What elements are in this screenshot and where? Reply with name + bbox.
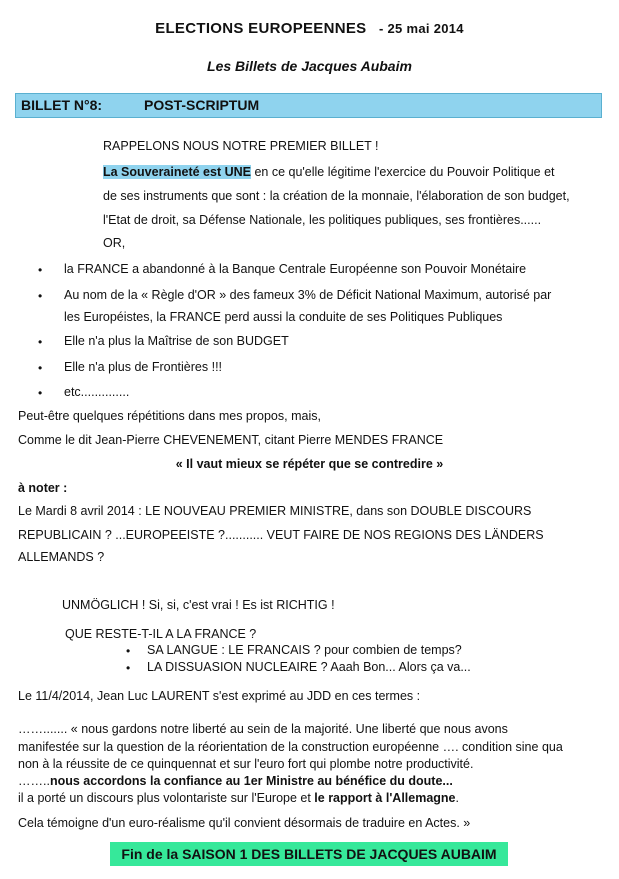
recall-line: RAPPELONS NOUS NOTRE PREMIER BILLET !: [103, 139, 379, 153]
intro-line-2: de ses instruments que sont : la création de la monnaie, l'élaboration de son budget,: [103, 189, 570, 203]
note-line-1: Le Mardi 8 avril 2014 : LE NOUVEAU PREMIER MINISTRE, dans son DOUBLE DISCOURS: [18, 504, 532, 518]
souverainete-paragraph: [103, 165, 555, 179]
laurent-intro: Le 11/4/2014, Jean Luc LAURENT s'est exprimé au JDD en ces termes :: [18, 689, 421, 703]
billet-name: POST-SCRIPTUM: [144, 97, 260, 113]
bullet-symbol: •: [126, 644, 131, 658]
election-title: ELECTIONS EUROPEENNES: [155, 20, 367, 37]
sub-item-langue: SA LANGUE : LE FRANCAIS ? pour combien de temps?: [147, 643, 462, 657]
document-subtitle: Les Billets de Jacques Aubaim: [207, 58, 412, 74]
bullet-item-5: etc..............: [64, 385, 130, 399]
unmoglich-line: UNMÖGLICH ! Si, si, c'est vrai ! Es ist RICHTIG !: [62, 598, 335, 612]
souverainete-highlight: La Souveraineté est UNE: [103, 165, 251, 179]
bullet-symbol: •: [38, 361, 43, 375]
laurent-quote-line-6: Cela témoigne d'un euro-réalisme qu'il convient désormais de traduire en Actes. »: [18, 816, 471, 830]
laurent-period: .: [455, 791, 459, 805]
question-line: QUE RESTE-T-IL A LA FRANCE ?: [65, 627, 257, 641]
bullet-item-2-line-1: Au nom de la « Règle d'OR » des fameux 3% de Déficit National Maximum, autorisé par: [64, 288, 552, 302]
repetition-line-1: Peut-être quelques répétitions dans mes propos, mais,: [18, 409, 321, 423]
laurent-quote-prefix: ……..: [18, 774, 50, 788]
bullet-symbol: •: [38, 289, 43, 303]
bullet-symbol: •: [38, 386, 43, 400]
laurent-discours-text: il a porté un discours plus volontariste sur l'Europe et: [18, 791, 315, 805]
election-date: - 25 mai 2014: [378, 21, 464, 36]
intro-line-3: l'Etat de droit, sa Défense Nationale, les politiques publiques, ses frontières......: [103, 213, 542, 227]
billet-heading-bar: [15, 93, 602, 118]
laurent-quote-line-5: [18, 791, 459, 805]
laurent-quote-line-3: non à la réussite de ce quinquennat et sur l'euro fort qui plombe notre productivité.: [18, 757, 474, 771]
note-heading: à noter :: [18, 481, 68, 495]
bullet-item-4: Elle n'a plus de Frontières !!!: [64, 360, 223, 374]
bullet-symbol: •: [126, 661, 131, 675]
note-line-2: REPUBLICAIN ? ...EUROPEEISTE ?........... VEUT FAIRE DE NOS REGIONS DES LÄNDERS: [18, 528, 544, 542]
laurent-quote-line-4: [18, 774, 453, 788]
bullet-item-2-line-2: les Européistes, la FRANCE perd aussi la conduite de ses Politiques Publiques: [64, 310, 503, 324]
souverainete-rest: en ce qu'elle légitime l'exercice du Pouvoir Politique et: [250, 165, 555, 179]
bullet-item-1: la FRANCE a abandonné à la Banque Centrale Européenne son Pouvoir Monétaire: [64, 262, 527, 276]
laurent-confiance-bold: nous accordons la confiance au 1er Ministre au bénéfice du doute...: [49, 774, 453, 788]
bullet-symbol: •: [38, 335, 43, 349]
laurent-quote-line-1: ……....... « nous gardons notre liberté au sein de la majorité. Une liberté que nous avons: [18, 722, 508, 736]
repetition-line-2: Comme le dit Jean-Pierre CHEVENEMENT, citant Pierre MENDES FRANCE: [18, 433, 444, 447]
laurent-quote-line-2: manifestée sur la question de la réorientation de la construction européenne …. condition sine qua: [18, 740, 563, 754]
season-end-banner: Fin de la SAISON 1 DES BILLETS DE JACQUES AUBAIM: [110, 842, 508, 866]
bullet-item-3: Elle n'a plus la Maîtrise de son BUDGET: [64, 334, 289, 348]
note-line-3: ALLEMANDS ?: [18, 550, 105, 564]
sub-item-dissuasion: LA DISSUASION NUCLEAIRE ? Aaah Bon... Alors ça va...: [147, 660, 471, 674]
or-line: OR,: [103, 236, 126, 250]
bullet-symbol: •: [38, 263, 43, 277]
repetition-quote: « Il vaut mieux se répéter que se contredire »: [175, 457, 444, 471]
laurent-rapport-bold: le rapport à l'Allemagne: [314, 791, 456, 805]
billet-number: BILLET N°8:: [21, 97, 103, 113]
document-title: [0, 20, 619, 37]
